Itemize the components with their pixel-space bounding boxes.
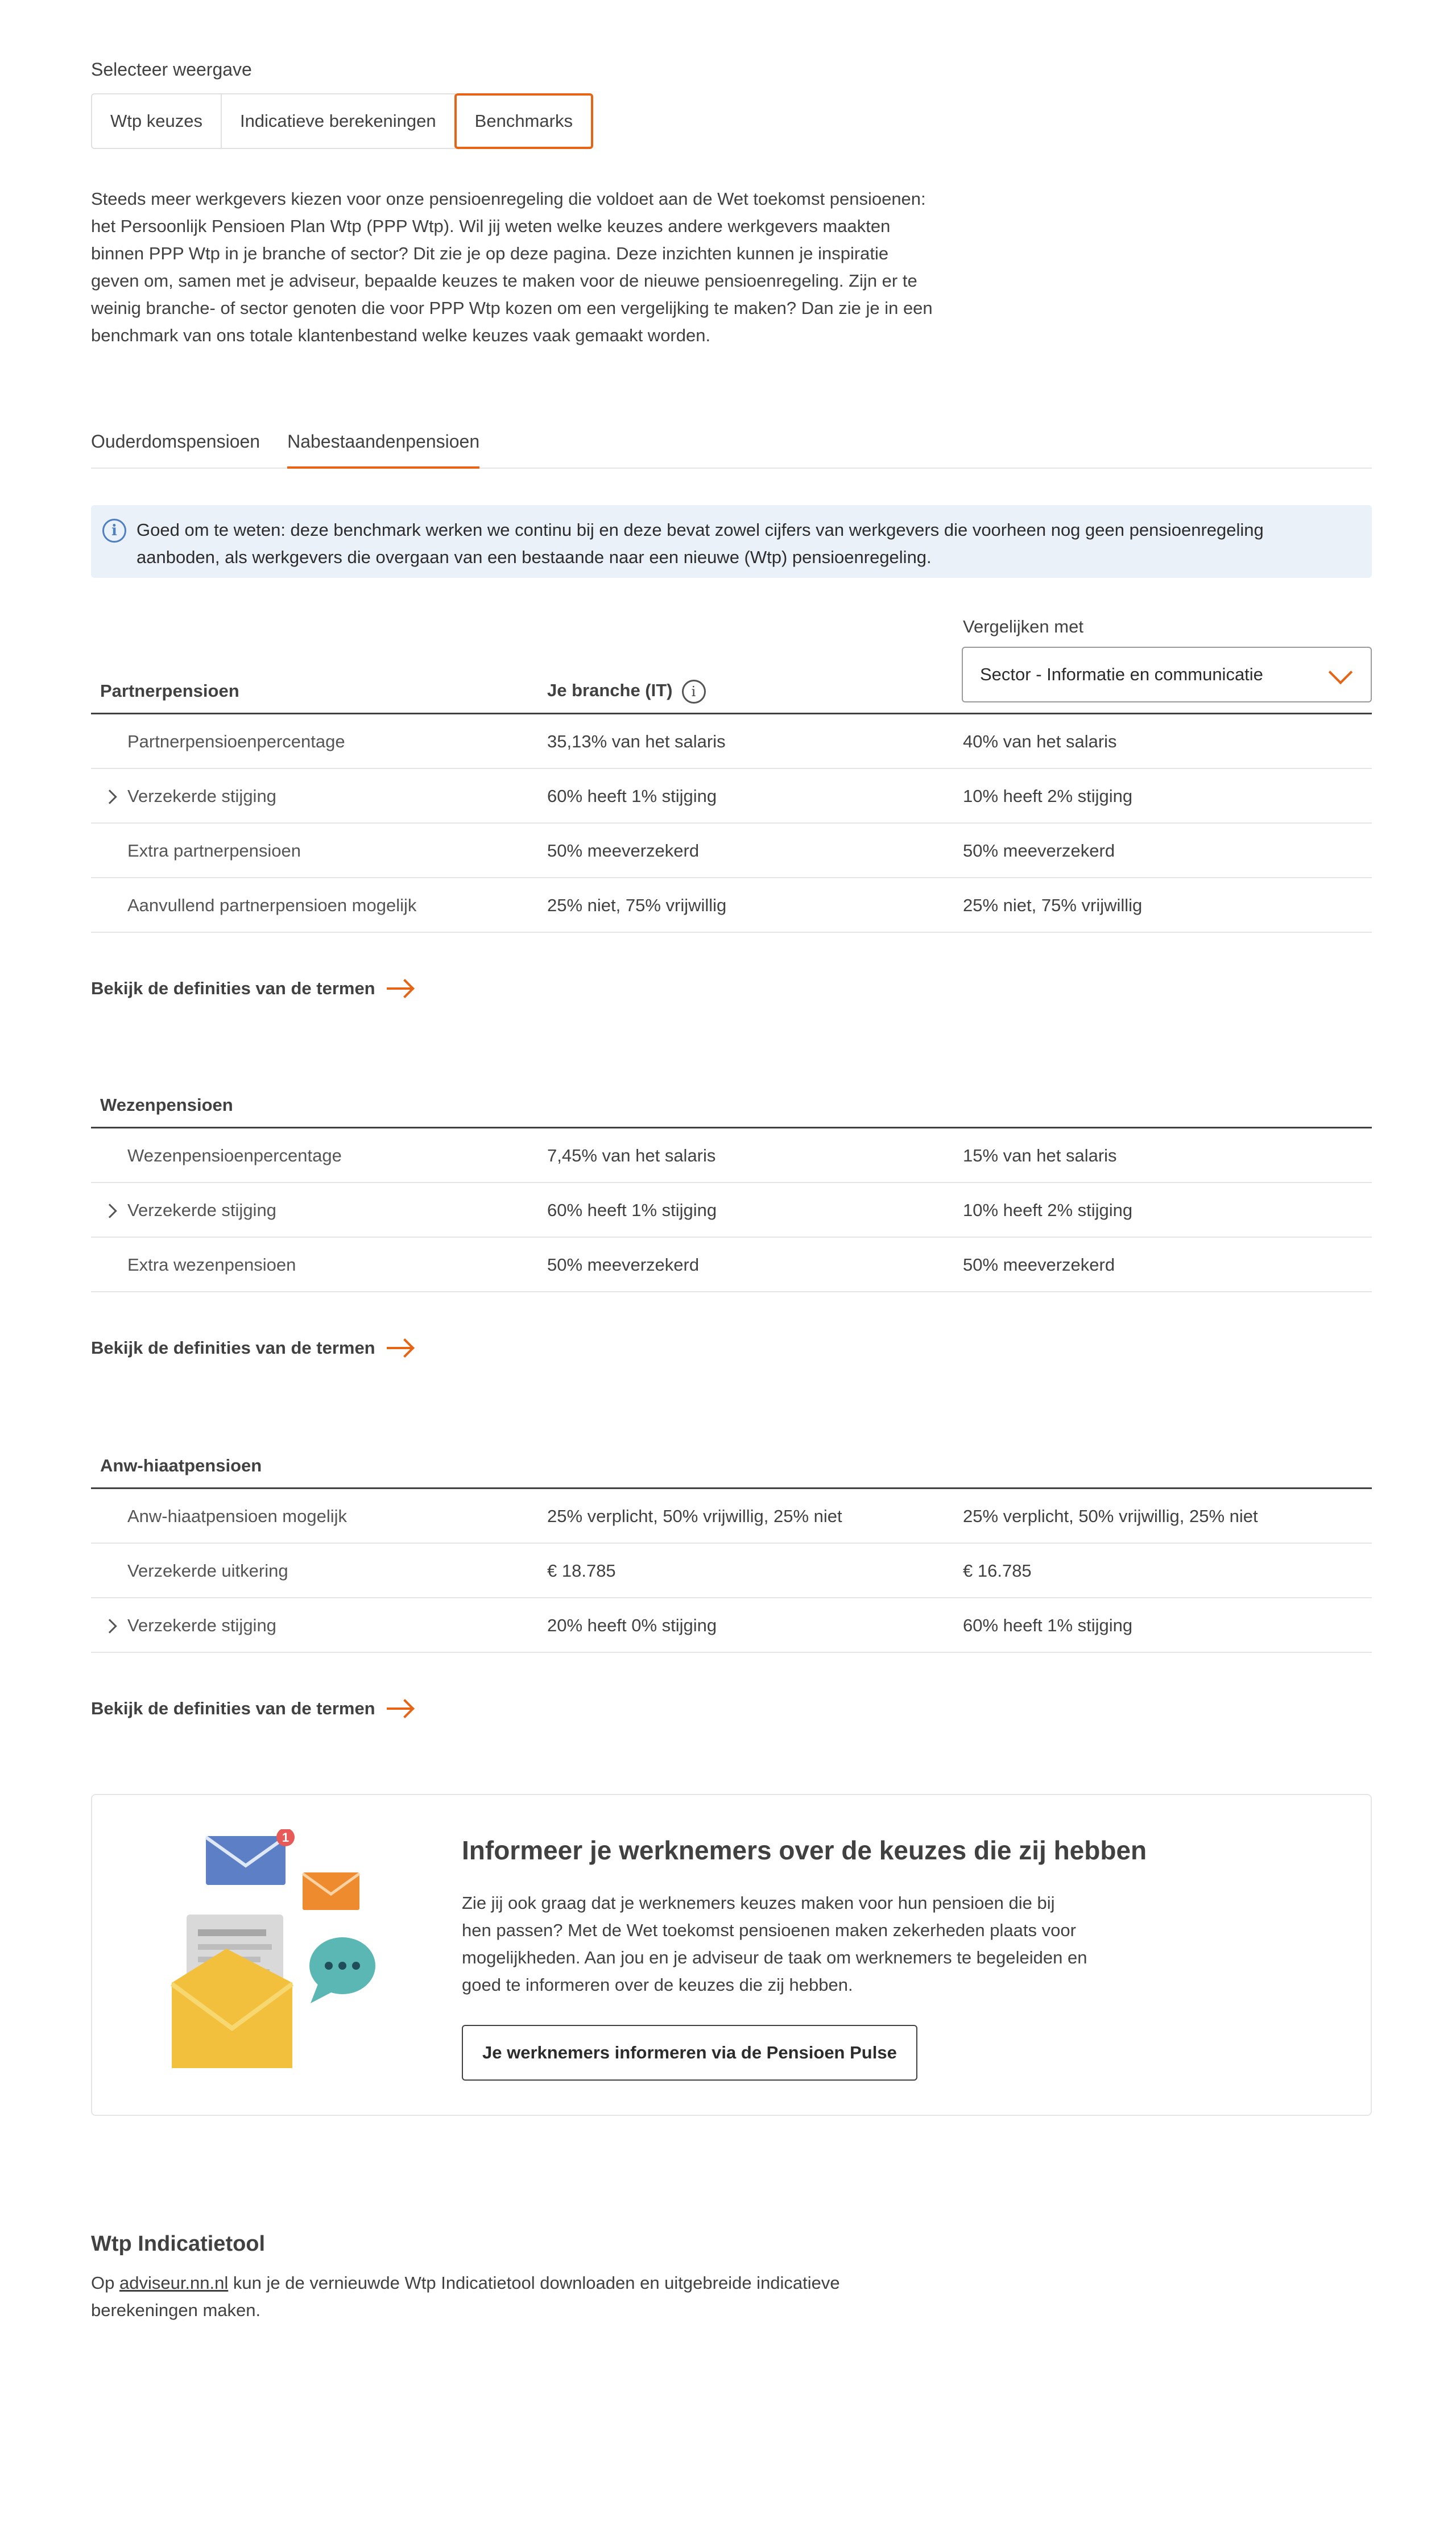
row-branche-value: € 18.785 — [547, 1561, 616, 1581]
row-branche-value: 50% meeverzekerd — [547, 1255, 700, 1275]
promo-title: Informeer je werknemers over de keuzes die zij hebben — [462, 1835, 1147, 1865]
table-anw-hiaatpensioen — [91, 1456, 1372, 1653]
row-branche-value: 50% meeverzekerd — [547, 841, 700, 861]
row-label: Anw-hiaatpensioen mogelijk — [127, 1506, 348, 1526]
row-sector-value: 25% niet, 75% vrijwillig — [963, 895, 1143, 915]
arrow-right-icon — [387, 1700, 414, 1717]
compare-label: Vergelijken met — [963, 617, 1083, 636]
column-branche-label: Je branche (IT) — [547, 680, 673, 701]
view-option-benchmarks[interactable]: Benchmarks — [454, 93, 593, 149]
definitions-link-label: Bekijk de definities van de termen — [91, 1698, 375, 1718]
table-header — [91, 681, 1372, 714]
promo-card — [91, 1794, 1372, 2116]
table-row — [91, 1128, 1372, 1183]
row-sector-value: 50% meeverzekerd — [963, 1255, 1115, 1275]
row-branche-value: 60% heeft 1% stijging — [547, 786, 717, 806]
info-icon: i — [102, 519, 126, 543]
row-branche-value: 60% heeft 1% stijging — [547, 1200, 717, 1220]
view-option-indicatieve-berekeningen[interactable]: Indicatieve berekeningen — [221, 93, 456, 149]
definitions-link-label: Bekijk de definities van de termen — [91, 1338, 375, 1358]
arrow-right-icon — [387, 980, 414, 997]
table-row — [91, 824, 1372, 878]
svg-text:1: 1 — [282, 1830, 289, 1845]
row-label: Aanvullend partnerpensioen mogelijk — [127, 895, 417, 915]
table-row — [91, 714, 1372, 769]
table-wezenpensioen — [91, 1097, 1372, 1292]
pension-tabs — [91, 425, 1372, 469]
wtp-text-before: Op — [91, 2273, 119, 2293]
table-header — [91, 1097, 1372, 1128]
definitions-link[interactable] — [91, 1698, 1372, 1719]
row-branche-value: 25% niet, 75% vrijwillig — [547, 895, 727, 915]
envelopes-illustration — [166, 1829, 394, 2079]
pensioen-pulse-button[interactable]: Je werknemers informeren via de Pensioen Pulse — [462, 2025, 917, 2081]
table-row-expandable[interactable] — [91, 769, 1372, 824]
wtp-text — [91, 2269, 933, 2324]
table-row-expandable[interactable] — [91, 1183, 1372, 1238]
row-sector-value: 10% heeft 2% stijging — [963, 786, 1133, 806]
row-sector-value: € 16.785 — [963, 1561, 1032, 1581]
definitions-link-label: Bekijk de definities van de termen — [91, 978, 375, 998]
row-branche-value: 7,45% van het salaris — [547, 1146, 716, 1165]
table-row — [91, 1544, 1372, 1598]
chat-bubble-icon — [309, 1937, 375, 2003]
row-sector-value: 60% heeft 1% stijging — [963, 1615, 1133, 1635]
row-branche-value: 20% heeft 0% stijging — [547, 1615, 717, 1635]
chevron-down-icon — [1329, 660, 1352, 684]
info-icon[interactable]: i — [682, 680, 706, 704]
row-label: Extra wezenpensioen — [127, 1255, 296, 1275]
mail-icon — [303, 1872, 359, 1910]
row-label: Verzekerde uitkering — [127, 1561, 288, 1581]
row-sector-value: 40% van het salaris — [963, 731, 1117, 751]
tab-ouderdomspensioen[interactable]: Ouderdomspensioen — [91, 431, 260, 452]
table-row — [91, 878, 1372, 933]
adviseur-link[interactable]: adviseur.nn.nl — [119, 2273, 229, 2293]
promo-text: Zie jij ook graag dat je werknemers keuzes maken voor hun pensioen die bij hen passen? Met de Wet toekomst pensioenen maken zekerheden plaats voor mogelijkheden. Aan jou en je adviseur de taak om werknemers te begeleiden en goed te informeren over de keuzes die zij hebben. — [462, 1893, 1087, 1995]
row-sector-value: 50% meeverzekerd — [963, 841, 1115, 861]
chevron-right-icon[interactable] — [102, 1619, 117, 1633]
row-label: Wezenpensioenpercentage — [127, 1146, 342, 1165]
arrow-right-icon — [387, 1339, 414, 1357]
info-notice — [91, 505, 1372, 578]
row-label: Verzekerde stijging — [127, 1200, 276, 1220]
row-label: Partnerpensioenpercentage — [127, 731, 345, 751]
intro-text: Steeds meer werkgevers kiezen voor onze pensioenregeling die voldoet aan de Wet toekomst pensioenen: het Persoonlijk Pensioen Plan Wtp (PPP Wtp). Wil jij weten welke keuzes andere werkgevers maakten binnen PPP Wtp in je branche of sector? Dit zie je op deze pagina. Deze inzichten kunnen je inspiratie geven om, samen met je adviseur, bepaalde keuzes te maken voor de nieuwe pensioenregeling. Zijn er te weinig branche- of sector genoten die voor PPP Wtp kozen om een vergelijking te maken? Dan zie je in een benchmark van ons totale klantenbestand welke keuzes vaak gemaakt worden. — [91, 189, 933, 345]
info-notice-text: Goed om te weten: deze benchmark werken we continu bij en deze bevat zowel cijfers van werkgevers die voorheen nog geen pensioenregeling aanboden, als werkgevers die overgaan van een bestaande naar een nieuwe (Wtp) pensioenregeling. — [136, 520, 1264, 567]
definitions-link[interactable] — [91, 1338, 1372, 1358]
row-branche-value: 25% verplicht, 50% vrijwillig, 25% niet — [547, 1506, 842, 1526]
table-row — [91, 1238, 1372, 1292]
table-header — [91, 1456, 1372, 1489]
table-row-expandable[interactable] — [91, 1598, 1372, 1653]
wtp-text-after: kun je de vernieuwde Wtp Indicatietool downloaden en uitgebreide indicatieve berekeningen maken. — [91, 2273, 840, 2320]
table-title: Anw-hiaatpensioen — [100, 1456, 262, 1475]
definitions-link[interactable] — [91, 978, 1372, 999]
table-title: Wezenpensioen — [100, 1095, 233, 1115]
table-row — [91, 1489, 1372, 1544]
view-selector — [91, 93, 1372, 149]
table-title: Partnerpensioen — [100, 681, 239, 701]
tab-nabestaandenpensioen[interactable]: Nabestaandenpensioen — [287, 425, 479, 468]
chevron-right-icon[interactable] — [102, 1204, 117, 1218]
row-branche-value: 35,13% van het salaris — [547, 731, 726, 751]
row-label: Extra partnerpensioen — [127, 841, 301, 861]
view-selector-label: Selecteer weergave — [91, 59, 252, 80]
mail-icon — [206, 1836, 286, 1885]
row-label: Verzekerde stijging — [127, 1615, 276, 1635]
wtp-title: Wtp Indicatietool — [91, 2232, 266, 2256]
view-option-wtp-keuzes[interactable]: Wtp keuzes — [91, 93, 222, 149]
row-sector-value: 15% van het salaris — [963, 1146, 1117, 1165]
table-partnerpensioen — [91, 681, 1372, 933]
chevron-right-icon[interactable] — [102, 789, 117, 804]
row-sector-value: 25% verplicht, 50% vrijwillig, 25% niet — [963, 1506, 1258, 1526]
compare-select-value: Sector - Informatie en communicatie — [980, 664, 1263, 684]
row-label: Verzekerde stijging — [127, 786, 276, 806]
column-branche — [547, 680, 706, 704]
row-sector-value: 10% heeft 2% stijging — [963, 1200, 1133, 1220]
